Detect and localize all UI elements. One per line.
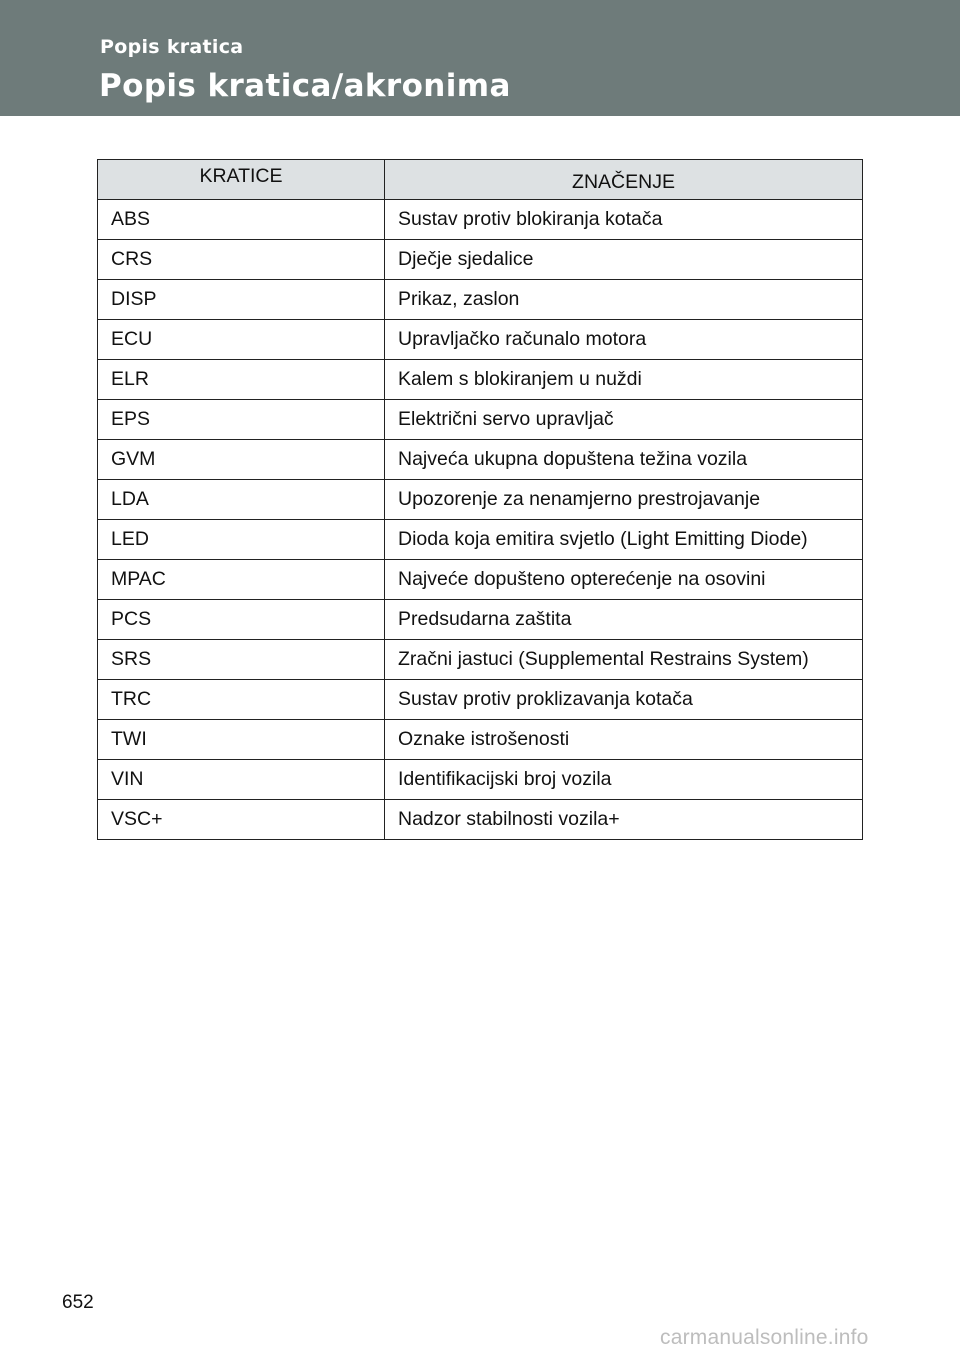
meaning-cell: Prikaz, zaslon — [385, 280, 863, 320]
meaning-cell: Predsudarna zaštita — [385, 600, 863, 640]
meaning-cell: Sustav protiv blokiranja kotača — [385, 200, 863, 240]
abbreviation-cell: ELR — [98, 360, 385, 400]
meaning-cell: Najveća ukupna dopuštena težina vozila — [385, 440, 863, 480]
abbreviations-table — [97, 159, 863, 840]
table-row — [98, 320, 863, 360]
table-row — [98, 520, 863, 560]
meaning-cell: Oznake istrošenosti — [385, 720, 863, 760]
abbreviation-cell: PCS — [98, 600, 385, 640]
watermark: carmanualsonline.info — [660, 1326, 869, 1349]
table-row — [98, 560, 863, 600]
table-row — [98, 360, 863, 400]
meaning-cell: Kalem s blokiranjem u nuždi — [385, 360, 863, 400]
table-row — [98, 800, 863, 840]
table-row — [98, 760, 863, 800]
table-row — [98, 280, 863, 320]
abbreviation-cell: LDA — [98, 480, 385, 520]
page-title: Popis kratica/akronima — [99, 68, 511, 104]
table-row — [98, 200, 863, 240]
abbreviation-cell: SRS — [98, 640, 385, 680]
abbreviation-cell: ABS — [98, 200, 385, 240]
table-row — [98, 680, 863, 720]
column-header-meaning: ZNAČENJE — [385, 160, 863, 200]
meaning-cell: Dioda koja emitira svjetlo (Light Emitting Diode) — [385, 520, 863, 560]
page-number: 652 — [62, 1292, 94, 1313]
table-body — [98, 200, 863, 840]
abbreviation-cell: VSC+ — [98, 800, 385, 840]
table-row — [98, 640, 863, 680]
meaning-cell: Najveće dopušteno opterećenje na osovini — [385, 560, 863, 600]
abbreviation-cell: CRS — [98, 240, 385, 280]
abbreviation-cell: DISP — [98, 280, 385, 320]
abbreviation-cell: ECU — [98, 320, 385, 360]
table-row — [98, 240, 863, 280]
abbreviation-cell: GVM — [98, 440, 385, 480]
table-row — [98, 720, 863, 760]
table-row — [98, 400, 863, 440]
meaning-cell: Dječje sjedalice — [385, 240, 863, 280]
table-header-row — [98, 160, 863, 200]
meaning-cell: Upravljačko računalo motora — [385, 320, 863, 360]
meaning-cell: Zračni jastuci (Supplemental Restrains System) — [385, 640, 863, 680]
abbreviation-cell: TRC — [98, 680, 385, 720]
meaning-cell: Identifikacijski broj vozila — [385, 760, 863, 800]
meaning-cell: Nadzor stabilnosti vozila+ — [385, 800, 863, 840]
abbreviation-cell: MPAC — [98, 560, 385, 600]
meaning-cell: Električni servo upravljač — [385, 400, 863, 440]
table-row — [98, 600, 863, 640]
abbreviation-cell: TWI — [98, 720, 385, 760]
abbreviation-cell: VIN — [98, 760, 385, 800]
section-label: Popis kratica — [100, 36, 244, 58]
abbreviation-cell: EPS — [98, 400, 385, 440]
abbreviation-cell: LED — [98, 520, 385, 560]
meaning-cell: Upozorenje za nenamjerno prestrojavanje — [385, 480, 863, 520]
column-header-abbreviation: KRATICE — [98, 160, 385, 200]
meaning-cell: Sustav protiv proklizavanja kotača — [385, 680, 863, 720]
table-row — [98, 440, 863, 480]
table-row — [98, 480, 863, 520]
header-band — [0, 0, 960, 116]
